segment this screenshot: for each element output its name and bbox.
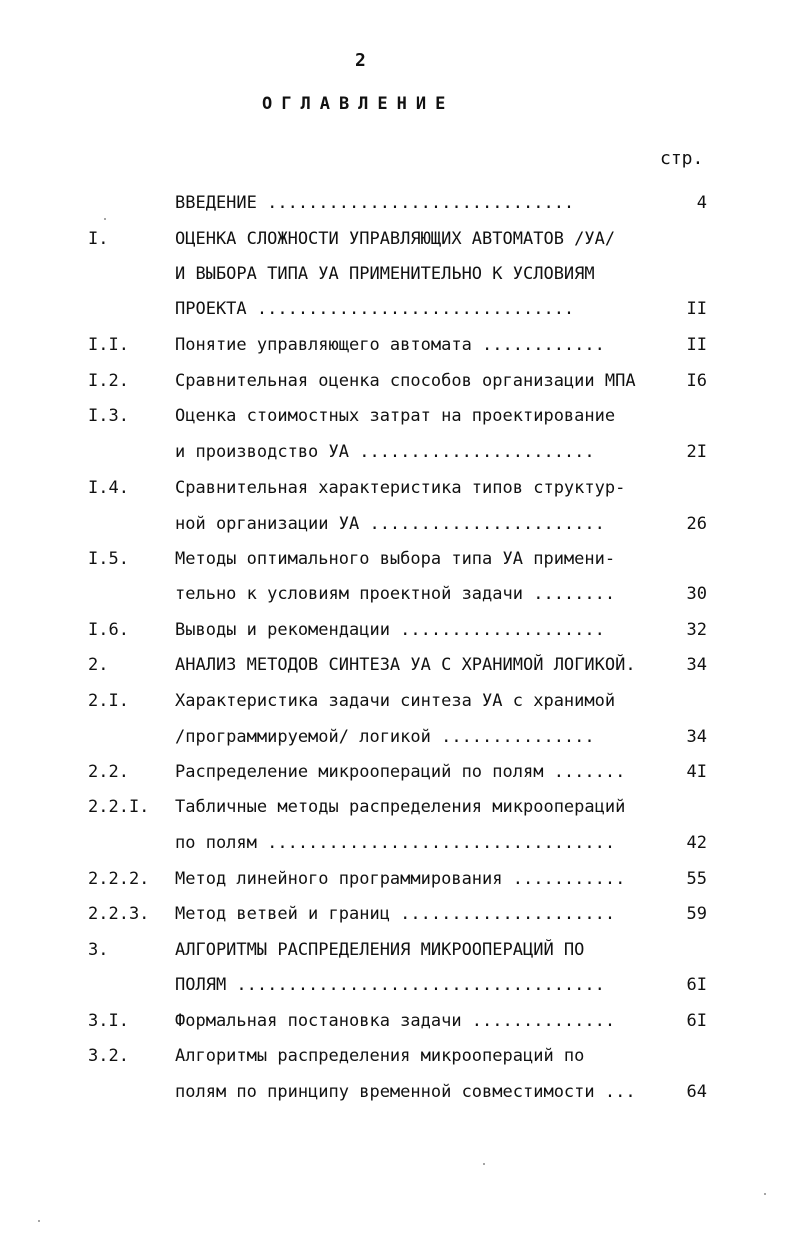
toc-entry-number: I.2. <box>88 371 129 391</box>
toc-entry-title: полям по принципу временной совместимости ... <box>175 1082 636 1102</box>
toc-entry-title: Метод ветвей и границ ..................... <box>175 904 616 924</box>
toc-entry <box>0 655 795 681</box>
toc-entry-page: 6I <box>686 975 707 995</box>
toc-entry-page: 4I <box>686 762 707 782</box>
toc-entry-title: ПРОЕКТА ............................... <box>175 299 575 319</box>
toc-entry-number: 2.I. <box>88 691 129 711</box>
toc-entry-page: 2I <box>686 442 707 462</box>
toc-entry-title: Оценка стоимостных затрат на проектирование <box>175 406 616 426</box>
toc-entry-page: II <box>686 299 707 319</box>
toc-entry <box>0 727 795 753</box>
toc-entry-page: 30 <box>686 584 707 604</box>
toc-entry <box>0 229 795 255</box>
toc-entry-title: Метод линейного программирования ........... <box>175 869 626 889</box>
toc-entry-title: Сравнительная оценка способов организации МПА <box>175 371 636 391</box>
scan-speck <box>483 1163 485 1165</box>
toc-entry-title: Методы оптимального выбора типа УА примени- <box>175 549 616 569</box>
toc-entry-title: Сравнительная характеристика типов структур- <box>175 478 626 498</box>
toc-entry <box>0 406 795 432</box>
page-column-label: стр. <box>660 148 704 169</box>
toc-entry-title: ной организации УА ....................... <box>175 514 605 534</box>
toc-entry <box>0 193 795 219</box>
toc-entry-number: 2.2.3. <box>88 904 150 924</box>
toc-entry-title: И ВЫБОРА ТИПА УА ПРИМЕНИТЕЛЬНО К УСЛОВИЯМ <box>175 264 595 284</box>
toc-entry-title: Понятие управляющего автомата ............ <box>175 335 605 355</box>
toc-entry-page: I6 <box>686 371 707 391</box>
toc-entry-number: 3.2. <box>88 1046 129 1066</box>
toc-entry-number: 3.I. <box>88 1011 129 1031</box>
toc-entry-page: 6I <box>686 1011 707 1031</box>
toc-entry <box>0 940 795 966</box>
toc-entry-page: 26 <box>686 514 707 534</box>
toc-entry <box>0 762 795 788</box>
toc-entry-page: 34 <box>686 655 707 675</box>
toc-entry-number: 2. <box>88 655 109 675</box>
toc-entry-title: по полям .................................. <box>175 833 616 853</box>
toc-entry <box>0 478 795 504</box>
toc-entry <box>0 1082 795 1108</box>
toc-entry <box>0 975 795 1001</box>
toc-entry <box>0 691 795 717</box>
toc-entry-page: 59 <box>686 904 707 924</box>
toc-entry-number: I.3. <box>88 406 129 426</box>
toc-entry-number: I.I. <box>88 335 129 355</box>
scan-speck <box>764 1193 766 1195</box>
toc-entry-title: Табличные методы распределения микроопераций <box>175 797 626 817</box>
page-title: ОГЛАВЛЕНИЕ <box>262 94 455 114</box>
toc-entry-number: 2.2.2. <box>88 869 150 889</box>
toc-entry <box>0 833 795 859</box>
toc-entry-title: и производство УА ....................... <box>175 442 595 462</box>
toc-entry-title: АЛГОРИТМЫ РАСПРЕДЕЛЕНИЯ МИКРООПЕРАЦИЙ ПО <box>175 940 585 960</box>
toc-entry-title: Формальная постановка задачи .............. <box>175 1011 616 1031</box>
toc-entry <box>0 620 795 646</box>
toc-entry-page: 55 <box>686 869 707 889</box>
toc-entry-number: I.4. <box>88 478 129 498</box>
toc-entry-number: 3. <box>88 940 109 960</box>
toc-entry <box>0 797 795 823</box>
toc-entry <box>0 514 795 540</box>
toc-entry-number: 2.2. <box>88 762 129 782</box>
toc-entry-title: тельно к условиям проектной задачи ........ <box>175 584 616 604</box>
toc-entry-page: 32 <box>686 620 707 640</box>
toc-entry-page: II <box>686 335 707 355</box>
toc-entry-title: Распределение микроопераций по полям ....... <box>175 762 626 782</box>
toc-entry <box>0 1011 795 1037</box>
toc-entry <box>0 1046 795 1072</box>
toc-entry-page: 42 <box>686 833 707 853</box>
toc-entry <box>0 371 795 397</box>
toc-entry <box>0 549 795 575</box>
toc-entry-title: Выводы и рекомендации .................... <box>175 620 605 640</box>
toc-entry-number: I.5. <box>88 549 129 569</box>
toc-entry-title: ОЦЕНКА СЛОЖНОСТИ УПРАВЛЯЮЩИХ АВТОМАТОВ /УА/ <box>175 229 616 249</box>
toc-entry-title: АНАЛИЗ МЕТОДОВ СИНТЕЗА УА С ХРАНИМОЙ ЛОГИКОЙ. <box>175 655 636 675</box>
scan-speck <box>38 1220 40 1222</box>
toc-entry-title: /программируемой/ логикой ............... <box>175 727 595 747</box>
page-number: 2 <box>355 50 366 71</box>
toc-entry-number: 2.2.I. <box>88 797 150 817</box>
toc-entry <box>0 335 795 361</box>
toc-entry-number: I. <box>88 229 109 249</box>
toc-entry <box>0 264 795 290</box>
toc-entry <box>0 584 795 610</box>
toc-entry <box>0 869 795 895</box>
toc-entry-page: 4 <box>696 193 707 213</box>
scan-speck <box>104 218 106 220</box>
toc-entry <box>0 442 795 468</box>
toc-entry-page: 34 <box>686 727 707 747</box>
toc-entry-title: Алгоритмы распределения микроопераций по <box>175 1046 585 1066</box>
toc-entry-title: Характеристика задачи синтеза УА с хранимой <box>175 691 616 711</box>
toc-entry-number: I.6. <box>88 620 129 640</box>
toc-entry-page: 64 <box>686 1082 707 1102</box>
toc-entry <box>0 299 795 325</box>
toc-entry-title: ПОЛЯМ .................................... <box>175 975 605 995</box>
toc-entry <box>0 904 795 930</box>
toc-entry-title: ВВЕДЕНИЕ .............................. <box>175 193 575 213</box>
